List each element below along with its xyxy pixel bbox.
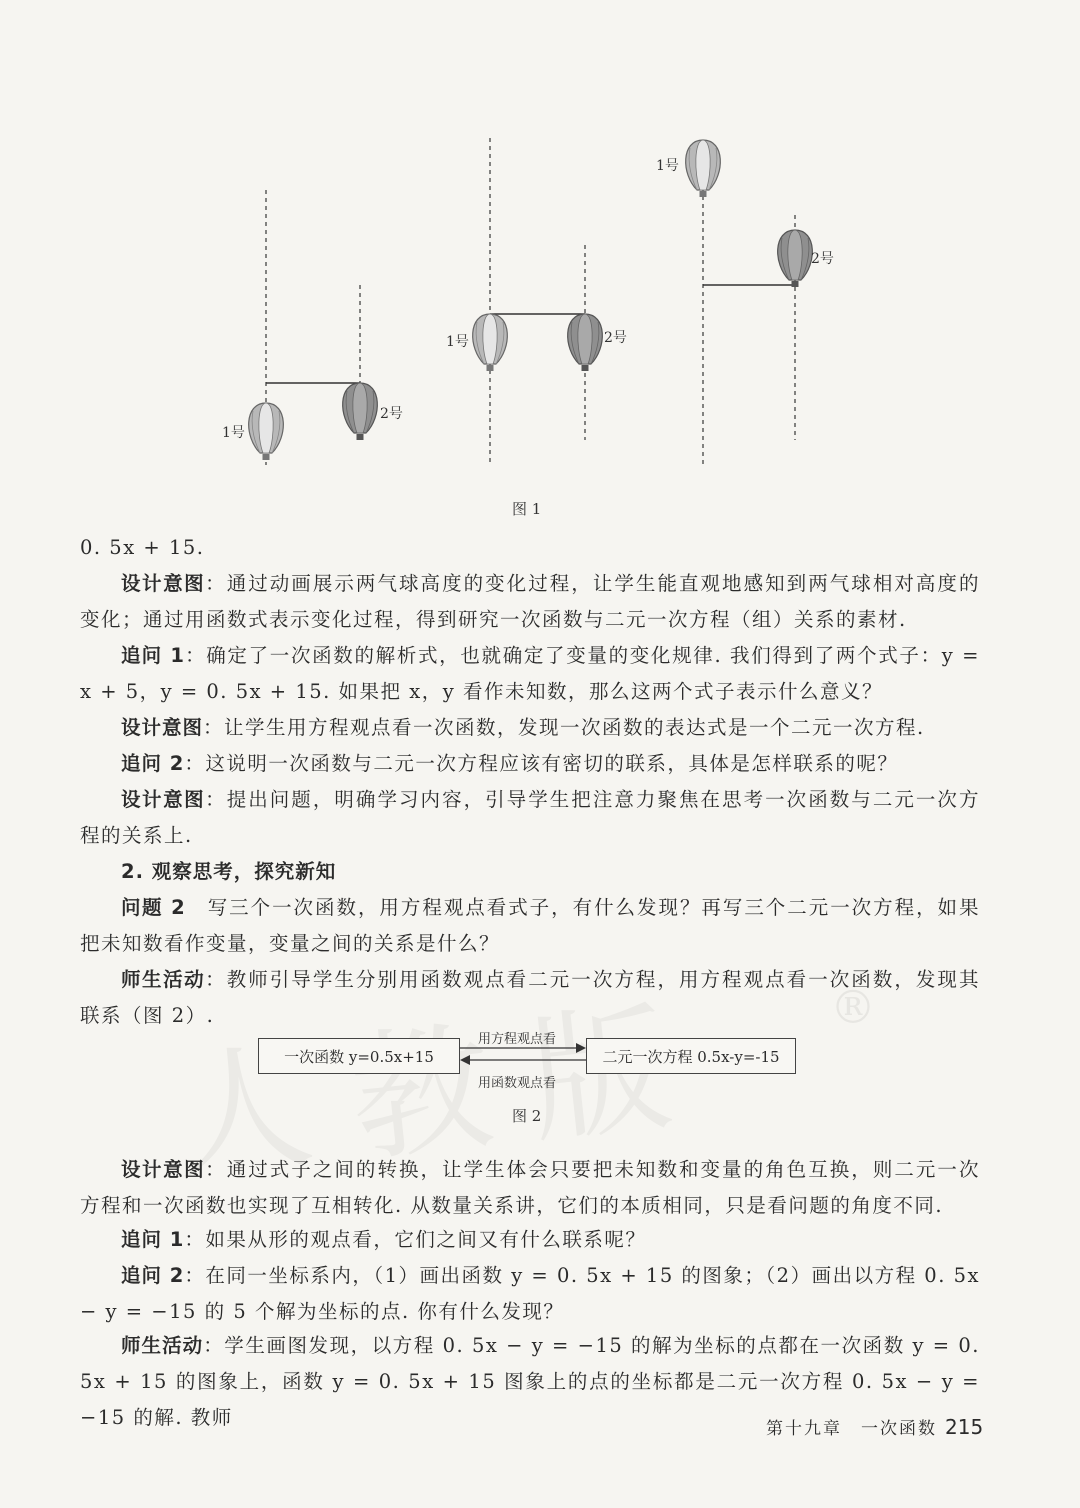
label: 追问 2 [121, 752, 185, 775]
paragraph-design-intent-2 [80, 710, 980, 746]
paragraph-activity-1 [80, 962, 980, 1034]
paragraph-design-intent-3 [80, 782, 980, 854]
balloon-1-label: 1号 [656, 158, 679, 174]
text: ：如果从形的观点看，它们之间又有什么联系呢？ [184, 1228, 647, 1251]
balloon-1-icon [249, 403, 284, 460]
bottom-arrow-label: 用函数观点看 [478, 1076, 557, 1091]
balloon-1-icon [686, 140, 721, 197]
balloon-2-icon [568, 314, 603, 371]
label: 设计意图 [121, 716, 204, 739]
arrow-right-icon [576, 1043, 586, 1053]
balloon-2-icon [343, 383, 378, 440]
label: 追问 2 [121, 1264, 185, 1287]
figure-1-caption: 图 1 [512, 500, 542, 518]
label: 师生活动 [121, 968, 206, 991]
formula-text: 0. 5x + 15. [80, 536, 205, 559]
paragraph-follow-up-2 [80, 746, 980, 782]
section-heading [80, 854, 980, 890]
arrow-left-icon [460, 1055, 470, 1065]
label: 问题 2 [121, 896, 186, 919]
balloon-2-label: 2号 [604, 330, 627, 346]
text: ：学生画图发现，以方程 0. 5x − y = −15 的解为坐标的点都在一次函数 y = 0. 5x + 15 的图象上，函数 y = 0. 5x + 15 图象上的点的坐标都是二元一次方程 0. 5x − y = −15 的解. 教师 [80, 1334, 980, 1429]
paragraph-question-2 [80, 890, 980, 962]
text: ：通过动画展示两气球高度的变化过程，让学生能直观地感知到两气球相对高度的变化；通过用函数式表示变化过程，得到研究一次函数与二元一次方程（组）关系的素材. [80, 572, 980, 631]
text: ：这说明一次函数与二元一次方程应该有密切的联系，具体是怎样联系的呢？ [184, 752, 899, 775]
registered-mark: ® [830, 980, 876, 1034]
label: 2. 观察思考，探究新知 [121, 860, 337, 883]
box-text: 二元一次方程 0.5x-y=-15 [602, 1047, 780, 1066]
paragraph-follow-up-1 [80, 638, 980, 710]
balloon-1-icon [473, 314, 508, 371]
balloon-2-label: 2号 [380, 406, 403, 422]
text: ：确定了一次函数的解析式，也就确定了变量的变化规律. 我们得到了两个式子：y = x + 5，y = 0. 5x + 15. 如果把 x，y 看作未知数，那么这两个式子表示什么意义？ [80, 644, 981, 703]
page-footer [766, 1414, 983, 1439]
label: 追问 1 [121, 644, 185, 667]
paragraph-follow-up-4 [80, 1258, 980, 1330]
box-text: 一次函数 y=0.5x+15 [284, 1047, 434, 1066]
paragraph-follow-up-3 [80, 1222, 980, 1258]
paragraph-design-intent-4 [80, 1152, 980, 1224]
balloon-1-label: 1号 [446, 334, 469, 350]
balloon-1-label: 1号 [222, 425, 245, 441]
text: ：在同一坐标系内，（1）画出函数 y = 0. 5x + 15 的图象；（2）画出以方程 0. 5x − y = −15 的 5 个解为坐标的点. 你有什么发现？ [80, 1264, 980, 1323]
text: ：提出问题，明确学习内容，引导学生把注意力聚焦在思考一次函数与二元一次方程的关系上. [80, 788, 980, 847]
figure-2-caption: 图 2 [512, 1107, 542, 1125]
text: ：通过式子之间的转换，让学生体会只要把未知数和变量的角色互换，则二元一次方程和一次函数也实现了互相转化. 从数量关系讲，它们的本质相同，只是看问题的角度不同. [80, 1158, 980, 1217]
text: ：让学生用方程观点看一次函数，发现一次函数的表达式是一个二元一次方程. [203, 716, 925, 739]
top-arrow-label: 用方程观点看 [478, 1032, 557, 1047]
scene-2 [446, 138, 627, 465]
paragraph-design-intent-1 [80, 566, 980, 638]
label: 设计意图 [121, 788, 206, 811]
scene-1 [222, 190, 403, 465]
page-number: 215 [945, 1415, 984, 1439]
balloon-2-label: 2号 [811, 251, 834, 267]
linear-function-box [258, 1038, 460, 1074]
label: 设计意图 [121, 1158, 206, 1181]
paragraph-formula [80, 530, 980, 566]
text: ：教师引导学生分别用函数观点看二元一次方程，用方程观点看一次函数，发现其联系（图 2）. [80, 968, 980, 1027]
label: 设计意图 [121, 572, 206, 595]
scene-3 [656, 140, 834, 465]
label: 师生活动 [121, 1334, 204, 1357]
balloon-2-icon [778, 230, 813, 287]
chapter-title: 第十九章 一次函数 [766, 1419, 937, 1439]
text: 写三个一次函数，用方程观点看式子，有什么发现？再写三个二元一次方程，如果把未知数看作变量，变量之间的关系是什么？ [80, 896, 980, 955]
figure-1 [0, 0, 1080, 520]
label: 追问 1 [121, 1228, 185, 1251]
linear-equation-box [586, 1038, 796, 1074]
